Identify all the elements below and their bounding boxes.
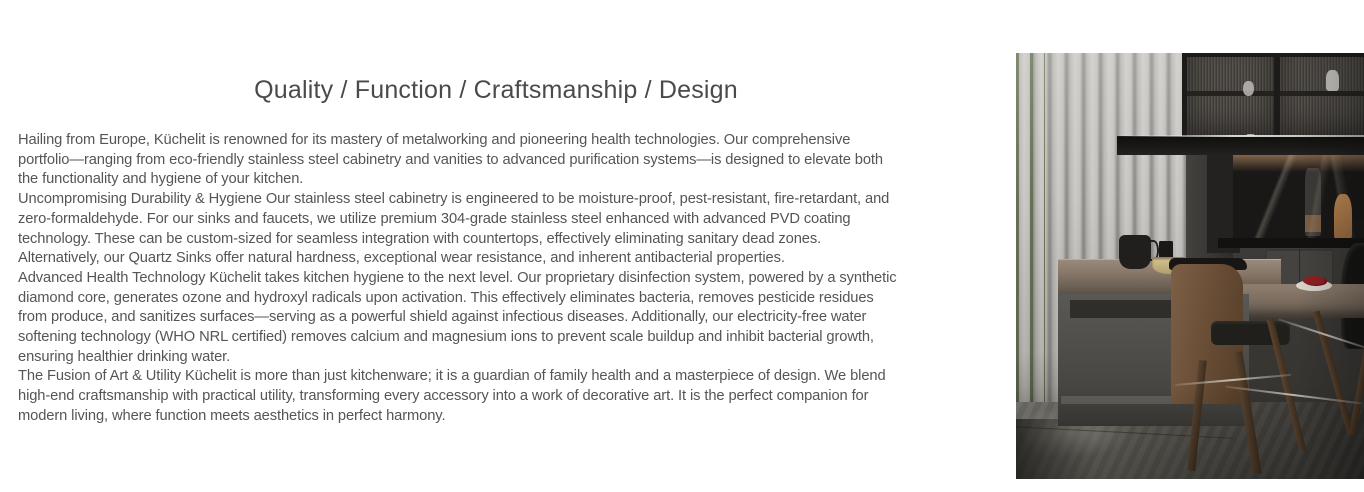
intro-paragraphs: [18, 131, 974, 427]
paragraph-line: modern living, where function meets aesthetics in perfect harmony.: [18, 407, 446, 424]
paragraph-line: portfolio—ranging from eco-friendly stainless steel cabinetry and vanities to advanced purification systems—is designed to elevate both: [18, 151, 883, 168]
paragraph-line: Hailing from Europe, Küchelit is renowned for its mastery of metalworking and pioneering health technologies. Our comprehensive: [18, 132, 851, 148]
paragraph-line: Advanced Health Technology Küchelit takes kitchen hygiene to the next level. Our proprietary disinfection system, powered by a synthetic: [18, 269, 897, 286]
paragraph-line: the functionality and hygiene of your kitchen.: [18, 171, 304, 188]
photo-vignette: [1016, 53, 1364, 479]
paragraph-line: Alternatively, our Quartz Sinks offer natural hardness, exceptional wear resistance, and inherent antibacterial properties.: [18, 250, 785, 267]
paragraph-line: The Fusion of Art & Utility Küchelit is more than just kitchenware; it is a guardian of family health and a masterpiece of design. We blend: [18, 368, 886, 385]
paragraph-line: ensuring healthier drinking water.: [18, 348, 231, 365]
paragraph-line: technology. These can be custom-sized for seamless integration with countertops, effectively eliminating sanitary dead zones.: [18, 230, 822, 247]
kitchen-photo: [1016, 53, 1364, 479]
paragraph-line: high-end craftsmanship with practical utility, transforming every accessory into a work of decorative art. It is the perfect companion for: [18, 388, 869, 405]
section-title: Quality / Function / Craftsmanship / Design: [254, 76, 738, 104]
paragraph-line: softening technology (WHO NRL certified) removes calcium and magnesium ions to prevent scale buildup and inhibit bacterial growth,: [18, 329, 874, 346]
paragraph-line: from produce, and sanitizes surfaces—serving as a powerful shield against infectious diseases. Additionally, our electricity-free water: [18, 309, 867, 326]
paragraph-line: Uncompromising Durability & Hygiene Our stainless steel cabinetry is engineered to be moisture-proof, pest-resistant, fire-retardant, and: [18, 191, 890, 208]
paragraph-line: zero-formaldehyde. For our sinks and faucets, we utilize premium 304-grade stainless steel enhanced with advanced PVD coating: [18, 210, 851, 227]
paragraph-line: diamond core, generates ozone and hydroxyl radicals upon activation. This effectively eliminates bacteria, removes pesticide residues: [18, 289, 874, 306]
